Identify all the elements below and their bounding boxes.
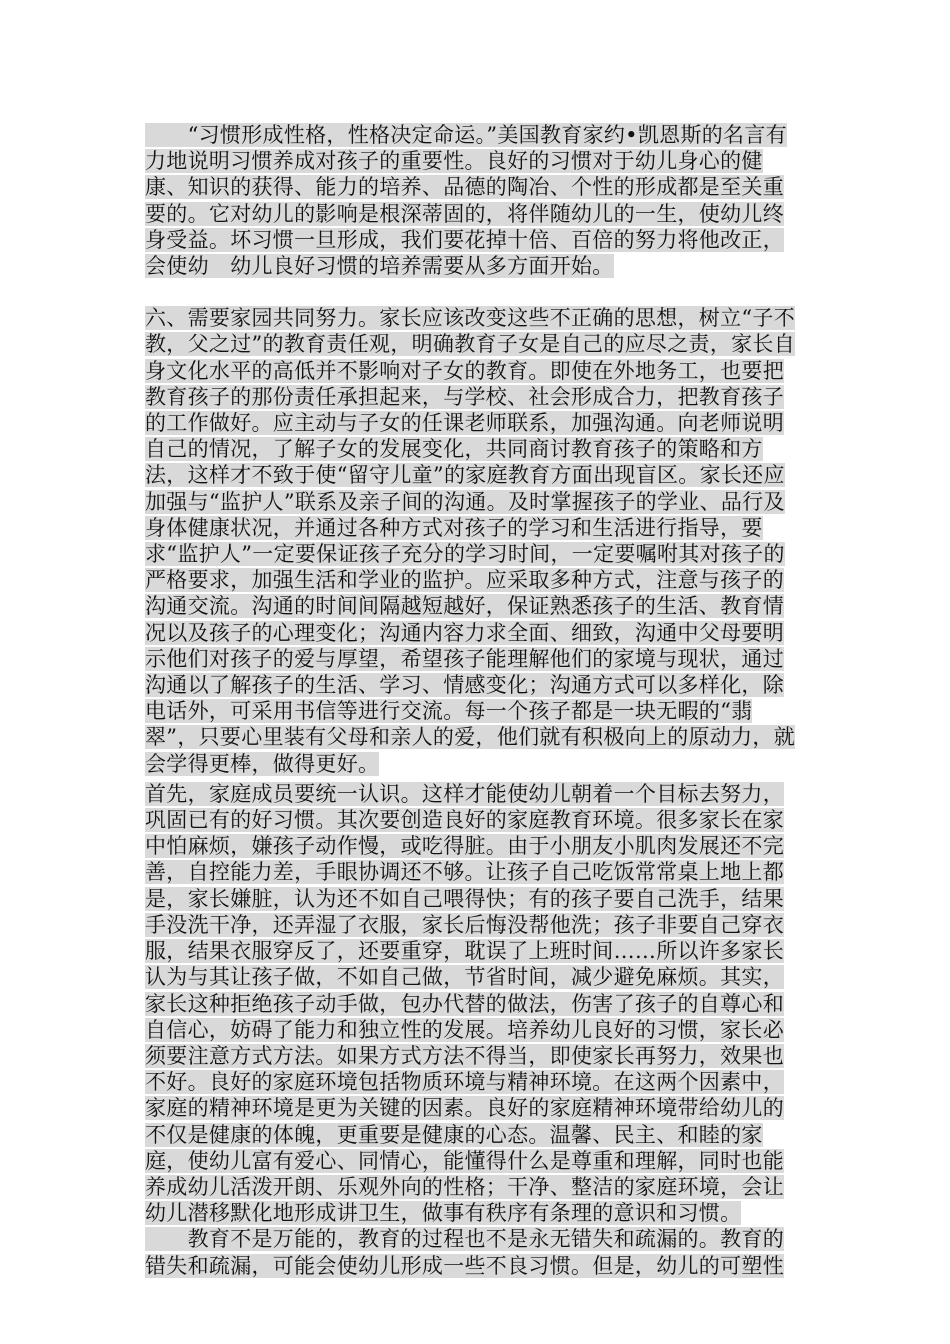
paragraph-text: “习惯形成性格，性格决定命运。”美国教育家约•凯恩斯的名言有力地说明习惯养成对孩子的重要性。良好的习惯对于幼儿身心的健康、知识的获得、能力的培养、品德的陶冶、个性的形成都是至关重要的。它对幼儿的影响是根深蒂固的，将伴随幼儿的一生，使幼儿终身受益。坏习惯一旦形成，我们要花掉十倍、百倍的努力将他改正，会使幼 幼儿良好习惯的培养需要从多方面开始。 — [145, 123, 787, 279]
paragraph-text: 六、需要家园共同努力。家长应该改变这些不正确的思想，树立“子不教，父之过”的教育责任观，明确教育子女是自己的应尽之责，家长自身文化水平的高低并不影响对子女的教育。即使在外地务工，也要把教育孩子的那份责任承担起来，与学校、社会形成合力，把教育孩子的工作做好。应主动与子女的任课老师联系，加强沟通。向老师说明自己的情况，了解子女的发展变化，共同商讨教育孩子的策略和方法，这样才不致于使“留守儿童”的家庭教育方面出现盲区。家长还应加强与“监护人”联系及亲子间的沟通。及时掌握孩子的学业、品行及身体健康状况，并通过各种方式对孩子的学习和生活进行指导，要求“监护人”一定要保证孩子充分的学习时间，一定要嘱咐其对孩子的严格要求，加强生活和学业的监护。应采取多种方式，注意与孩子的沟通交流。沟通的时间间隔越短越好，保证熟悉孩子的生活、教育情况以及孩子的心理变化；沟通内容力求全面、细致，沟通中父母要明示他们对孩子的爱与厚望，希望孩子能理解他们的家境与现状，通过沟通以了解孩子的生活、学习、情感变化；沟通方式可以多样化，除电话外，可采用书信等进行交流。每一个孩子都是一块无暇的“翡翠”，只要心里装有父母和亲人的爱，他们就有积极向上的原动力，就会学得更棒，做得更好。 — [145, 306, 796, 776]
paragraph-spacer — [145, 279, 805, 305]
paragraph-text: 教育不是万能的，教育的过程也不是永无错失和疏漏的。教育的错失和疏漏，可能会使幼儿形成一些不良习惯。但是，幼儿的可塑性 — [145, 1227, 784, 1278]
paragraph-habits-intro — [145, 122, 805, 279]
document-page — [145, 122, 805, 1279]
paragraph-education-not-omnipotent — [145, 1226, 805, 1278]
paragraph-home-school-cooperation — [145, 305, 805, 777]
paragraph-family-consensus — [145, 781, 805, 1226]
paragraph-text: 首先，家庭成员要统一认识。这样才能使幼儿朝着一个目标去努力，巩固已有的好习惯。其次要创造良好的家庭教育环境。很多家长在家中怕麻烦，嫌孩子动作慢，或吃得脏。由于小朋友小肌肉发展还不完善，自控能力差，手眼协调还不够。让孩子自己吃饭常常桌上地上都是，家长嫌脏，认为还不如自己喂得快；有的孩子要自己洗手，结果手没洗干净，还弄湿了衣服，家长后悔没帮他洗；孩子非要自己穿衣服，结果衣服穿反了，还要重穿，耽误了上班时间……所以许多家长认为与其让孩子做，不如自己做，节省时间，减少避免麻烦。其实，家长这种拒绝孩子动手做，包办代替的做法，伤害了孩子的自尊心和自信心，妨碍了能力和独立性的发展。培养幼儿良好的习惯，家长必须要注意方式方法。如果方式方法不得当，即使家长再努力，效果也不好。良好的家庭环境包括物质环境与精神环境。在这两个因素中，家庭的精神环境是更为关键的因素。良好的家庭精神环境带给幼儿的不仅是健康的体魄，更重要是健康的心态。温馨、民主、和睦的家庭，使幼儿富有爱心、同情心，能懂得什么是尊重和理解，同时也能养成幼儿活泼开朗、乐观外向的性格；干净、整洁的家庭环境，会让幼儿潜移默化地形成讲卫生，做事有秩序有条理的意识和习惯。 — [145, 781, 784, 1226]
